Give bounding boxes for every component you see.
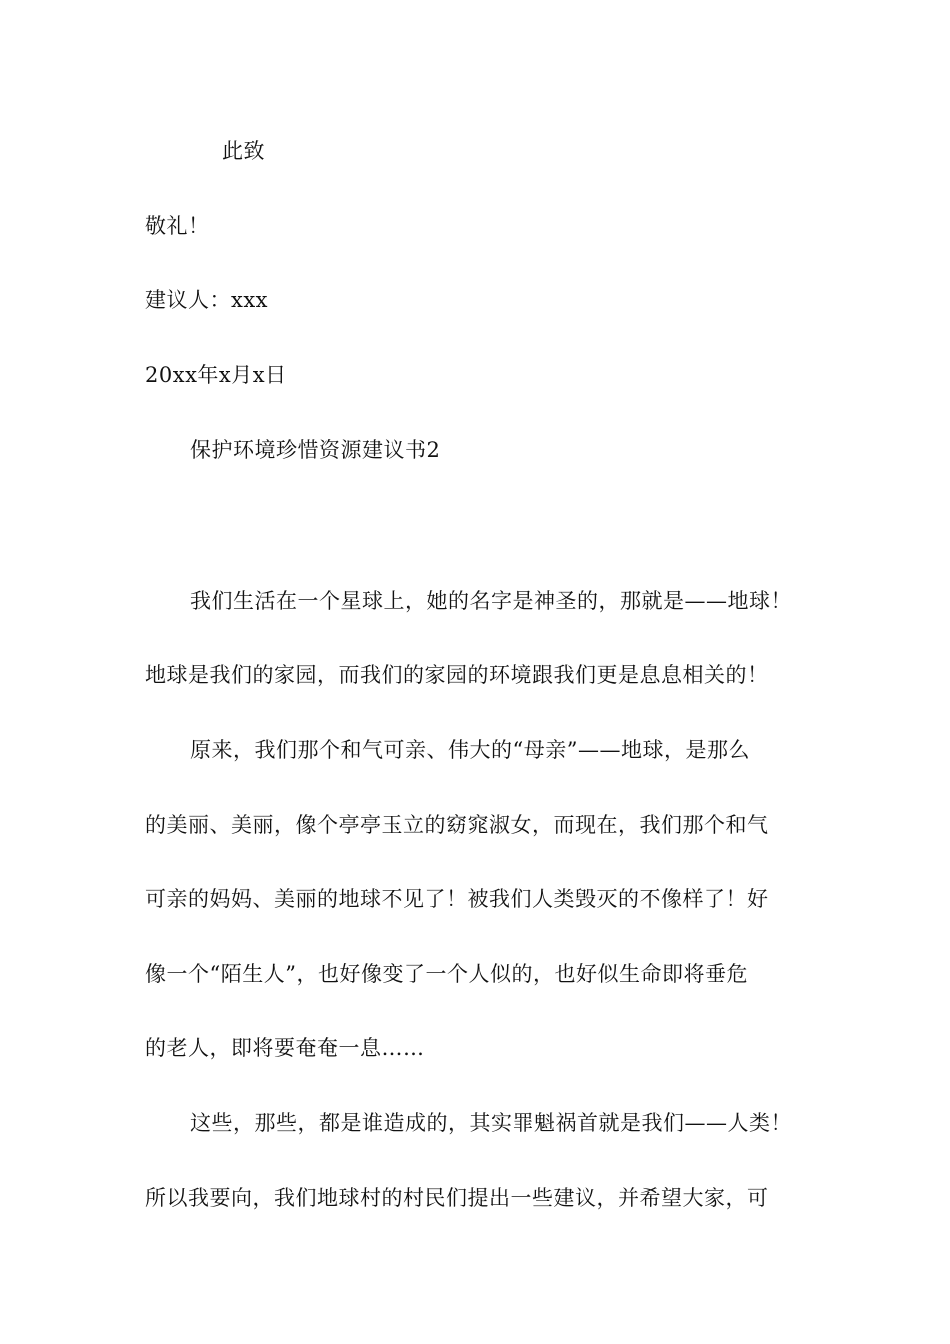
body-line: 像一个“陌生人”，也好像变了一个人似的，也好似生命即将垂危 (145, 962, 748, 986)
section-title: 保护环境珍惜资源建议书2 (190, 438, 441, 462)
body-line: 地球是我们的家园，而我们的家园的环境跟我们更是息息相关的！ (145, 663, 769, 687)
body-line: 的美丽、美丽，像个亭亭玉立的窈窕淑女，而现在，我们那个和气 (145, 813, 769, 837)
salutation-cizhi: 此致 (222, 139, 265, 163)
body-line: 这些，那些，都是谁造成的，其实罪魁祸首就是我们——人类！ (190, 1111, 792, 1135)
date-line: 20xx年x月x日 (145, 363, 287, 387)
body-line: 所以我要向，我们地球村的村民们提出一些建议，并希望大家，可 (145, 1186, 769, 1210)
body-line: 可亲的妈妈、美丽的地球不见了！被我们人类毁灭的不像样了！好 (145, 887, 769, 911)
body-line: 我们生活在一个星球上，她的名字是神圣的，那就是——地球！ (190, 589, 792, 613)
body-line: 原来，我们那个和气可亲、伟大的“母亲”——地球，是那么 (190, 738, 750, 762)
body-line: 的老人，即将要奄奄一息…… (145, 1036, 425, 1060)
salutation-jingli: 敬礼！ (145, 214, 210, 238)
signer-line: 建议人：xxx (145, 288, 269, 312)
